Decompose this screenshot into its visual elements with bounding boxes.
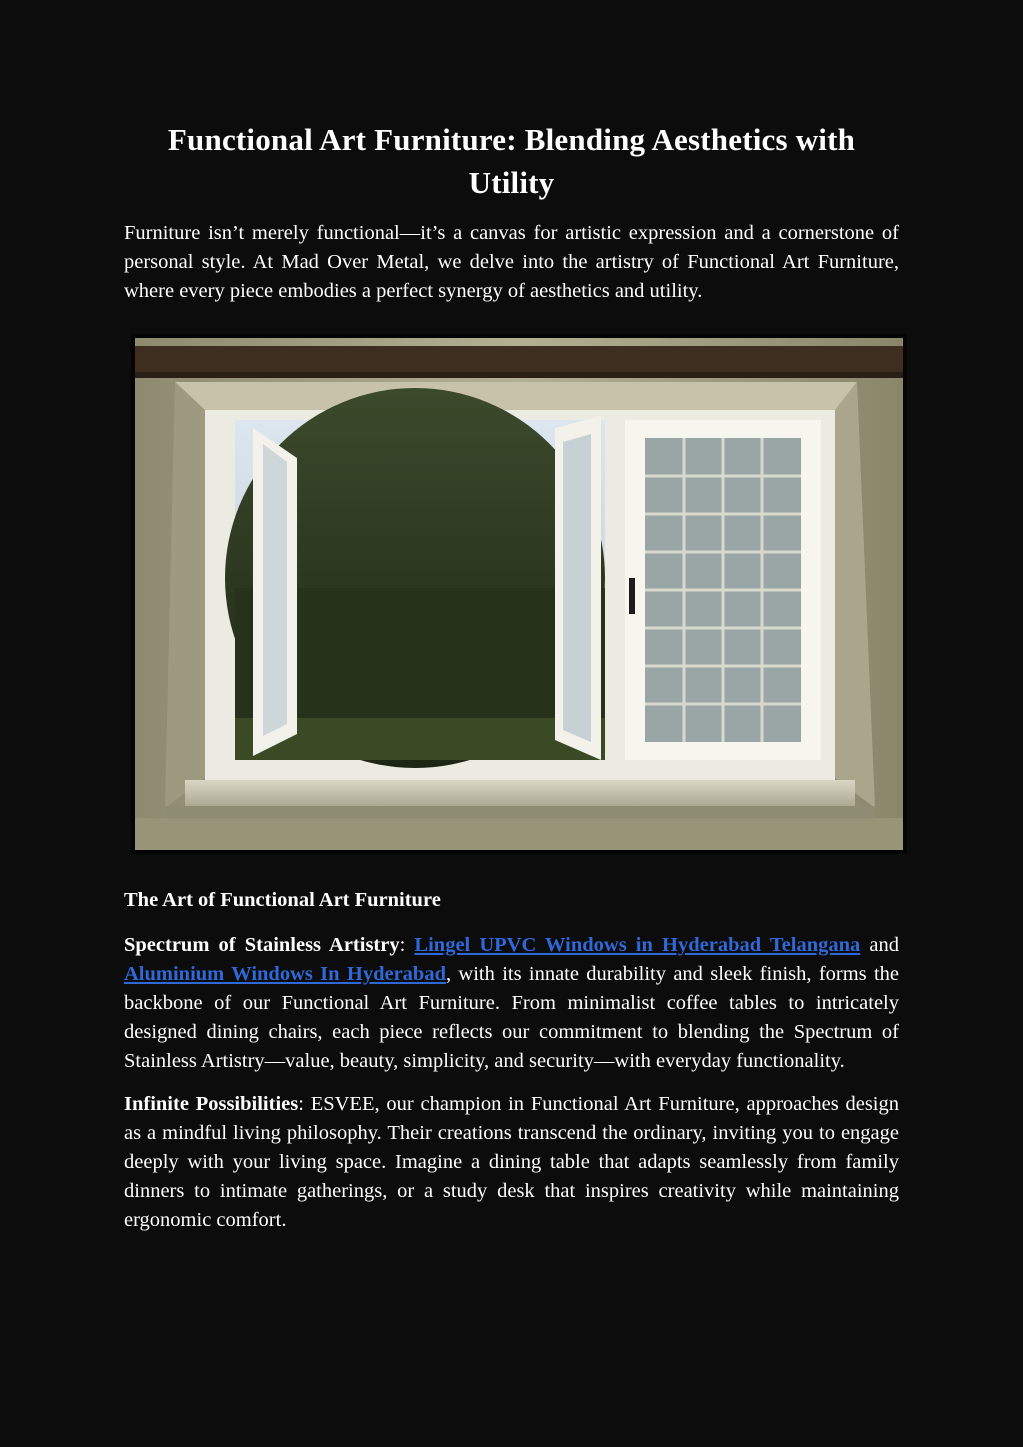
window-photo: [135, 338, 903, 850]
spectrum-label: Spectrum of Stainless Artistry: [124, 934, 400, 956]
window-photo-frame: [131, 334, 907, 854]
page-title: Functional Art Furniture: Blending Aesthetics with Utility: [167, 122, 856, 200]
upvc-windows-link[interactable]: Lingel UPVC Windows in Hyderabad Telangana: [414, 934, 861, 956]
aluminium-windows-link[interactable]: Aluminium Windows In Hyderabad: [124, 963, 446, 985]
infinite-label: Infinite Possibilities: [124, 1093, 299, 1115]
infinite-body: ESVEE, our champion in Functional Art Furniture, approaches design as a mindful living philosophy. Their creations transcend the ordinary, inviting you to engage deeply with your living space. Imagine a dining table that adapts seamlessly from family dinners to intimate gatherings, or a study desk that inspires creativity while maintaining ergonomic comfort.: [124, 1093, 899, 1231]
spectrum-paragraph: [124, 931, 899, 1076]
article-body: [124, 118, 899, 1235]
infinite-paragraph: [124, 1090, 899, 1235]
and-connector: and: [860, 934, 899, 956]
spectrum-body: , with its innate durability and sleek finish, forms the backbone of our Functional Art Furniture. From minimalist coffee tables to intricately designed dining chairs, each piece reflects our commitment to blending the Spectrum of Stainless Artistry—value, beauty, simplicity, and security—with everyday functionality.: [124, 963, 900, 1072]
spectrum-colon: :: [399, 934, 415, 956]
intro-paragraph: Furniture isn’t merely functional—it’s a canvas for artistic expression and a cornerstone of personal style. At Mad Over Metal, we delve into the artistry of Functional Art Furniture, where every piece embodies a perfect synergy of aesthetics and utility.: [124, 222, 899, 302]
infinite-colon: :: [298, 1093, 311, 1115]
section-heading: The Art of Functional Art Furniture: [124, 889, 441, 911]
